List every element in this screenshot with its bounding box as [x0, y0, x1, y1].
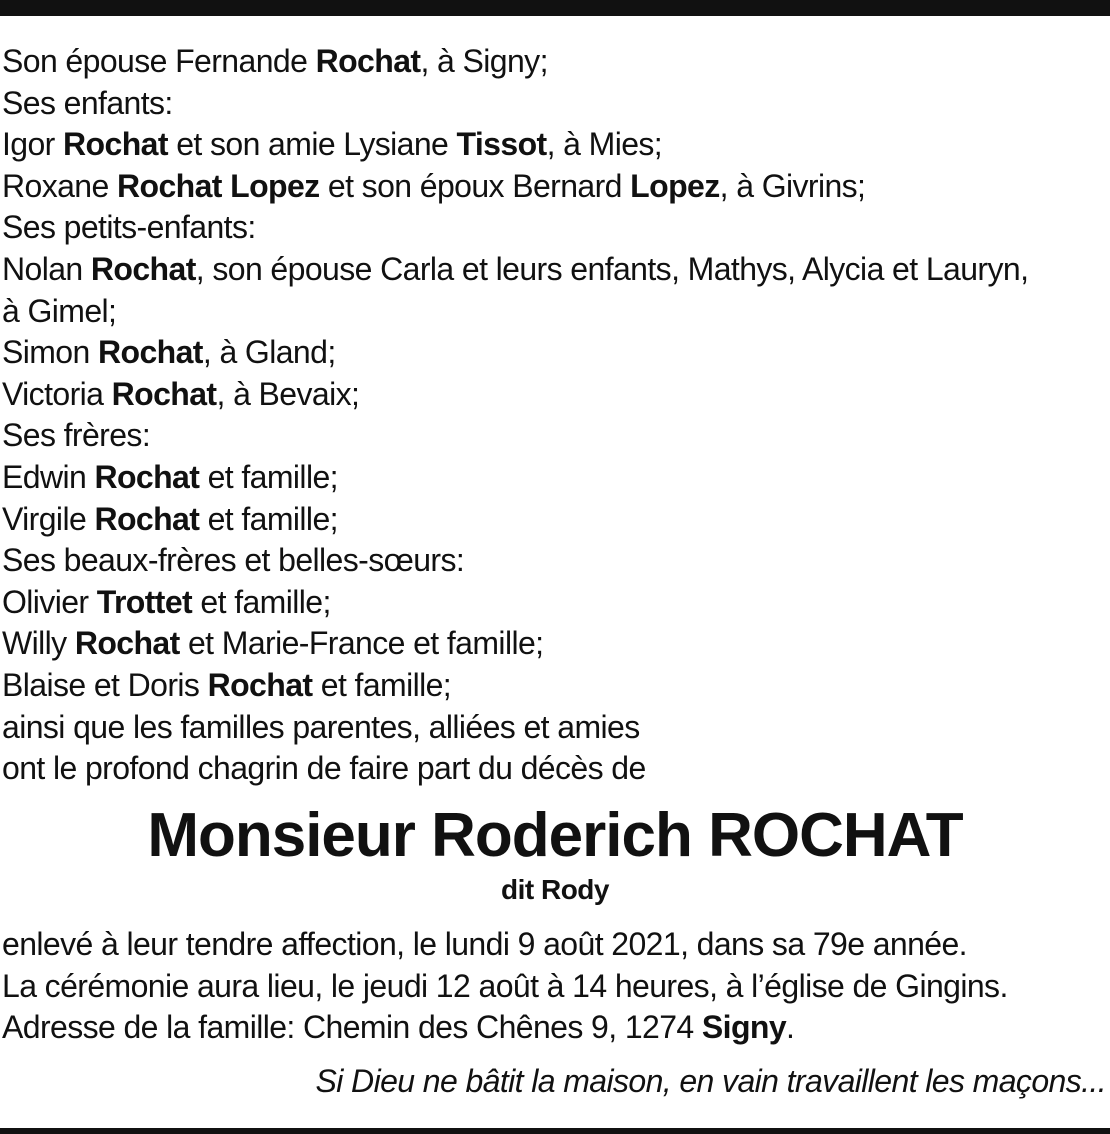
line-text: Victoria: [2, 375, 112, 412]
line-text: , à Mies;: [546, 126, 663, 163]
line-text: Ses frères:: [2, 417, 151, 454]
surname-bold: Trottet: [96, 583, 193, 620]
family-line: [2, 540, 1108, 582]
family-line: [2, 166, 1108, 208]
line-text: enlevé à leur tendre affection, le lundi 9 août 2021, dans sa 79e année.: [2, 926, 967, 962]
deceased-name: Monsieur Roderich ROCHAT: [147, 801, 963, 870]
detail-line: [2, 966, 1108, 1008]
deceased-nickname: dit Rody: [501, 874, 609, 905]
surname-bold: Tissot: [456, 126, 547, 163]
line-text: Ses enfants:: [2, 84, 173, 121]
family-line: [2, 83, 1108, 125]
line-text: Igor: [2, 126, 64, 163]
line-text: et famille;: [192, 583, 331, 620]
line-text: et famille;: [312, 666, 452, 703]
detail-line: [2, 1007, 1108, 1049]
line-text: et Marie-France et famille;: [179, 625, 544, 662]
top-rule: [0, 0, 1110, 16]
family-line: [2, 124, 1108, 166]
line-text: Son épouse Fernande: [2, 43, 316, 79]
line-text: , à Gland;: [202, 334, 336, 371]
family-line: [2, 207, 1108, 249]
family-line: [2, 249, 1108, 291]
family-list: [2, 41, 1108, 790]
line-text: Virgile: [2, 500, 95, 537]
family-line: [2, 707, 1108, 749]
line-text: Ses petits-enfants:: [2, 209, 256, 246]
line-text: Adresse de la famille: Chemin des Chênes 9, 1274: [2, 1009, 702, 1046]
surname-bold: Rochat Lopez: [117, 167, 320, 204]
surname-bold: Rochat: [315, 43, 421, 79]
line-text: Roxane: [2, 167, 117, 204]
family-line: [2, 499, 1108, 541]
line-text: , à Givrins;: [719, 167, 866, 204]
detail-line: [2, 924, 1108, 966]
surname-bold: Rochat: [74, 625, 180, 662]
line-text: et son amie Lysiane: [167, 126, 457, 163]
line-text: ainsi que les familles parentes, alliées et amies: [2, 708, 640, 745]
surname-bold: Rochat: [63, 126, 168, 163]
line-text: La cérémonie aura lieu, le jeudi 12 août à 14 heures, à l’église de Gingins.: [2, 967, 1008, 1004]
line-text: Blaise et Doris: [2, 666, 208, 703]
line-text: , à Signy;: [420, 43, 548, 79]
line-text: Edwin: [2, 458, 95, 495]
surname-bold: Rochat: [111, 375, 217, 412]
family-line: [2, 374, 1108, 416]
line-text: Nolan: [2, 250, 91, 287]
bottom-rule: [0, 1128, 1110, 1134]
family-line: [2, 457, 1108, 499]
surname-bold: Lopez: [630, 167, 720, 204]
family-line: [2, 748, 1108, 790]
line-text: ont le profond chagrin de faire part du décès de: [2, 750, 646, 787]
service-details: [2, 924, 1108, 1049]
line-text: .: [786, 1009, 795, 1046]
line-text: et famille;: [199, 500, 338, 537]
family-line: [2, 41, 1108, 83]
family-line: [2, 332, 1108, 374]
closing-verse: Si Dieu ne bâtit la maison, en vain travaillent les maçons...: [315, 1063, 1106, 1099]
line-text: Willy: [2, 625, 75, 662]
line-text: et famille;: [199, 458, 338, 495]
line-text: Ses beaux-frères et belles-sœurs:: [2, 542, 465, 579]
family-line: [2, 415, 1108, 457]
family-line: [2, 291, 1108, 333]
line-text: , à Bevaix;: [216, 375, 360, 412]
surname-bold: Rochat: [98, 334, 203, 371]
line-text: Simon: [2, 334, 98, 371]
surname-bold: Rochat: [94, 500, 200, 537]
line-text: et son époux Bernard: [319, 167, 631, 204]
family-line: [2, 665, 1108, 707]
line-text: à Gimel;: [2, 292, 117, 329]
surname-bold: Signy: [701, 1009, 787, 1046]
surname-bold: Rochat: [90, 250, 196, 287]
line-text: Olivier: [2, 583, 97, 620]
line-text: , son épouse Carla et leurs enfants, Mathys, Alycia et Lauryn,: [195, 250, 1029, 287]
family-line: [2, 582, 1108, 624]
surname-bold: Rochat: [207, 666, 313, 703]
surname-bold: Rochat: [94, 458, 200, 495]
family-line: [2, 623, 1108, 665]
